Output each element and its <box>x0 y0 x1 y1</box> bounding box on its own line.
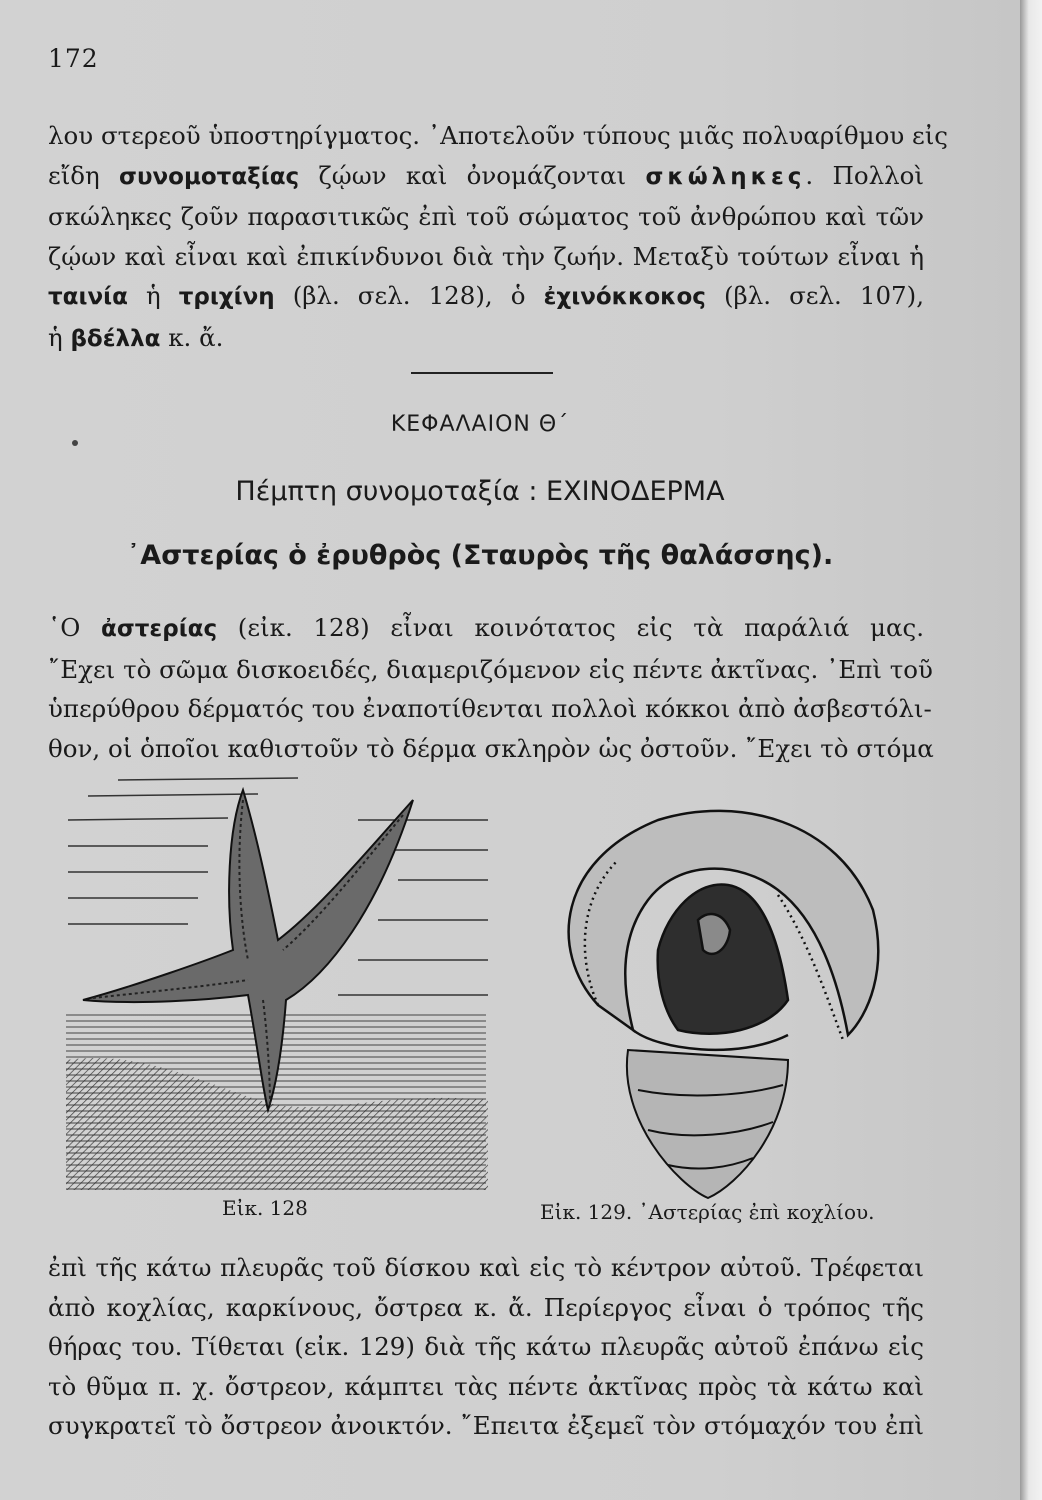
feeding-paragraph <box>48 1248 924 1446</box>
bold-term: σκώληκες <box>645 163 806 190</box>
bold-term: συνομοταξίας <box>119 163 300 190</box>
starfish-illustration <box>58 760 498 1190</box>
text-line: θήρας του. Τίθεται (εἰκ. 129) διὰ τῆς κάτω πλευρᾶς αὐτοῦ ἐπάνω εἰς <box>48 1332 924 1361</box>
figure-129-caption: Εἰκ. 129. ᾿Αστερίας ἐπὶ κοχλίου. <box>540 1200 875 1224</box>
chapter-heading: ΚΕΦΑΛΑΙΟΝ Θ΄ <box>390 412 570 437</box>
text-line: ῾Ο ἀστερίας (εἰκ. 128) εἶναι κοινότατος εἰς τὰ παράλιά μας. <box>48 613 925 642</box>
text-line: ζῴων καὶ εἶναι καὶ ἐπικίνδυνοι διὰ τὴν ζωήν. Μεταξὺ τούτων εἶναι ἡ <box>48 241 924 271</box>
page-edge <box>1020 0 1042 1500</box>
bold-term: ἀστερίας <box>101 616 218 642</box>
starfish-paragraph <box>48 608 934 768</box>
text-line: εἴδη συνομοταξίας ζῴων καὶ ὀνομάζονται σκώληκες. Πολλοὶ <box>48 160 925 190</box>
text-line: ῎Εχει τὸ σῶμα δισκοειδές, διαμεριζόμενον εἰς πέντε ἀκτῖνας. ᾿Επὶ τοῦ <box>48 654 933 684</box>
starfish-arms <box>569 811 879 1050</box>
snail-shell <box>627 1050 788 1198</box>
text-line: ὑπερύθρου δέρματός του ἐναποτίθενται πολλοὶ κόκκοι ἀπὸ ἀσβεστόλι- <box>48 694 932 723</box>
text-line: ἀπὸ κοχλίας, καρκίνους, ὄστρεα κ. ἄ. Περίεργος εἶναι ὁ τρόπος τῆς <box>48 1292 924 1322</box>
bold-term: βδέλλα <box>70 325 161 352</box>
starfish-on-snail-illustration <box>538 800 888 1200</box>
text-line: λου στερεοῦ ὑποστηρίγματος. ᾿Αποτελοῦν τύπους μιᾶς πολυαρίθμου εἰς <box>48 121 949 150</box>
page-number: 172 <box>48 44 99 73</box>
bold-term: ταινία <box>48 284 128 310</box>
text-line: τὸ θῦμα π. χ. ὄστρεον, κάμπτει τὰς πέντε ἀκτῖνας πρὸς τὰ κάτω καὶ <box>48 1371 924 1401</box>
ink-speck <box>72 440 78 446</box>
text-line: σκώληκες ζοῦν παρασιτικῶς ἐπὶ τοῦ σώματος τοῦ ἀνθρώπου καὶ τῶν <box>48 202 924 231</box>
bold-term: ἐχινόκκοκος <box>543 284 706 310</box>
figure-128-caption: Εἰκ. 128 <box>222 1196 308 1220</box>
section-divider <box>411 372 553 374</box>
text-line: ἐπὶ τῆς κάτω πλευρᾶς τοῦ δίσκου καὶ εἰς τὸ κέντρον αὐτοῦ. Τρέφεται <box>48 1253 924 1282</box>
text-line: συγκρατεῖ τὸ ὄστρεον ἀνοικτόν. ῎Επειτα ἐξεμεῖ τὸν στόμαχόν του ἐπὶ <box>48 1411 924 1440</box>
text-line: ταινία ἡ τριχίνη (βλ. σελ. 128), ὁ ἐχινόκκοκος (βλ. σελ. 107), <box>48 281 924 310</box>
section-heading: Πέμπτη συνομοταξία : ΕΧΙΝΟΔΕΡΜΑ <box>235 476 725 507</box>
subsection-heading: ᾿Αστερίας ὁ ἐρυθρὸς (Σταυρὸς τῆς θαλάσσης). <box>126 540 834 571</box>
bold-term: τριχίνη <box>178 284 275 310</box>
intro-paragraph <box>48 116 949 359</box>
text-line: θον, οἱ ὁποῖοι καθιστοῦν τὸ δέρμα σκληρὸν ὡς ὀστοῦν. ῎Εχει τὸ στόμα <box>48 733 934 763</box>
text-line: ἡ βδέλλα κ. ἄ. <box>48 322 224 352</box>
